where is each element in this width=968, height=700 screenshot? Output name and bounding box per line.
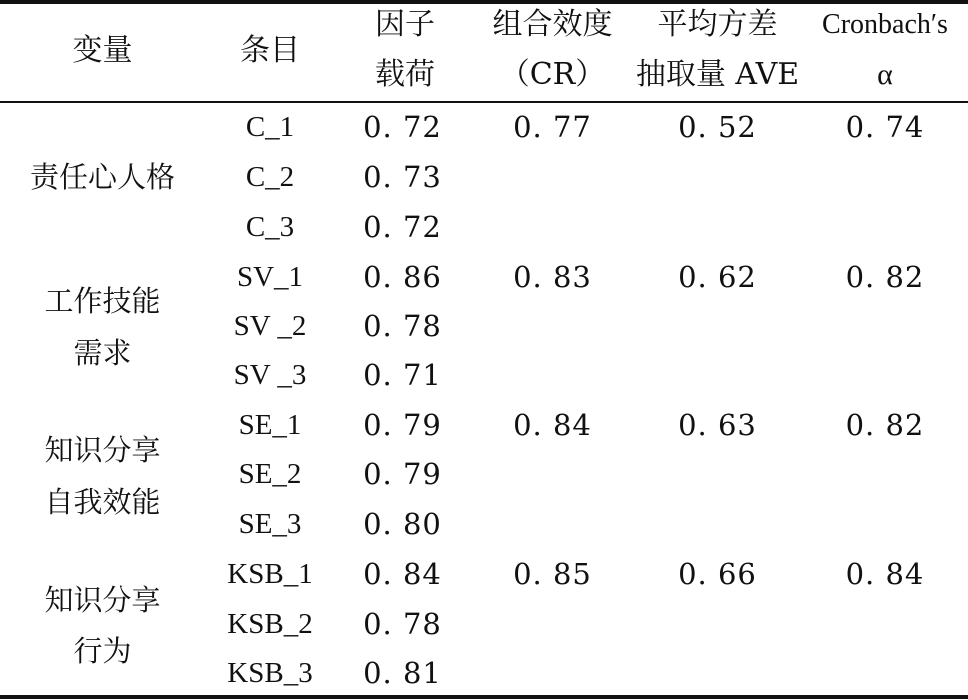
item-cell: SV _2: [233, 310, 307, 342]
loading-cell: 0. 78: [363, 309, 442, 343]
item-cell: SE_3: [238, 508, 302, 540]
alpha-cell: 0. 84: [845, 557, 925, 591]
item-cell: KSB_2: [227, 608, 313, 640]
header-ave-line2: 抽取量 AVE: [635, 57, 800, 92]
header-cr-line1: 组合效度: [492, 7, 613, 42]
ave-cell: 0. 62: [678, 260, 757, 294]
loading-cell: 0. 79: [363, 408, 442, 442]
variable-label: 需求: [73, 336, 132, 370]
header-alpha-line2: α: [877, 58, 893, 91]
loading-cell: 0. 84: [363, 557, 442, 591]
item-cell: C_1: [245, 111, 295, 143]
item-cell: C_2: [245, 161, 295, 193]
item-cell: SV _3: [233, 359, 307, 391]
variable-label: 工作技能: [44, 284, 161, 318]
loading-cell: 0. 71: [363, 358, 442, 392]
item-cell: C_3: [245, 211, 295, 243]
header-ave-line1: 平均方差: [657, 7, 778, 42]
header-item: 条目: [240, 33, 300, 68]
variable-label: 知识分享: [44, 433, 161, 467]
alpha-cell: 0. 82: [845, 260, 925, 294]
item-cell: SE_2: [238, 458, 302, 490]
loading-cell: 0. 72: [363, 110, 442, 144]
table-top-rule: [0, 0, 968, 4]
variable-label: 责任心人格: [29, 160, 175, 194]
loading-cell: 0. 81: [363, 656, 442, 690]
table-header-rule: [0, 101, 968, 103]
cr-cell: 0. 85: [513, 557, 592, 591]
cr-cell: 0. 83: [513, 260, 592, 294]
loading-cell: 0. 86: [363, 260, 442, 294]
loading-cell: 0. 72: [363, 210, 442, 244]
ave-cell: 0. 52: [678, 110, 757, 144]
ave-cell: 0. 66: [678, 557, 757, 591]
loading-cell: 0. 78: [363, 607, 442, 641]
loading-cell: 0. 79: [363, 457, 442, 491]
variable-label: 行为: [73, 634, 132, 668]
header-cr-line2: （CR）: [499, 57, 606, 92]
loading-cell: 0. 73: [363, 160, 442, 194]
ave-cell: 0. 63: [678, 408, 757, 442]
header-loading-line2: 载荷: [375, 57, 435, 92]
variable-label: 自我效能: [44, 485, 161, 519]
header-variable: 变量: [72, 33, 133, 68]
item-cell: KSB_3: [227, 657, 313, 689]
item-cell: KSB_1: [227, 558, 313, 590]
cr-cell: 0. 77: [513, 110, 592, 144]
variable-label: 知识分享: [44, 583, 161, 617]
alpha-cell: 0. 74: [845, 110, 925, 144]
cr-cell: 0. 84: [513, 408, 592, 442]
header-loading-line1: 因子: [375, 7, 435, 42]
header-alpha-line1: Cronbach′s: [822, 9, 948, 40]
table-bottom-rule: [0, 695, 968, 699]
alpha-cell: 0. 82: [845, 408, 925, 442]
item-cell: SV_1: [236, 261, 304, 293]
loading-cell: 0. 80: [363, 507, 442, 541]
item-cell: SE_1: [238, 409, 302, 441]
